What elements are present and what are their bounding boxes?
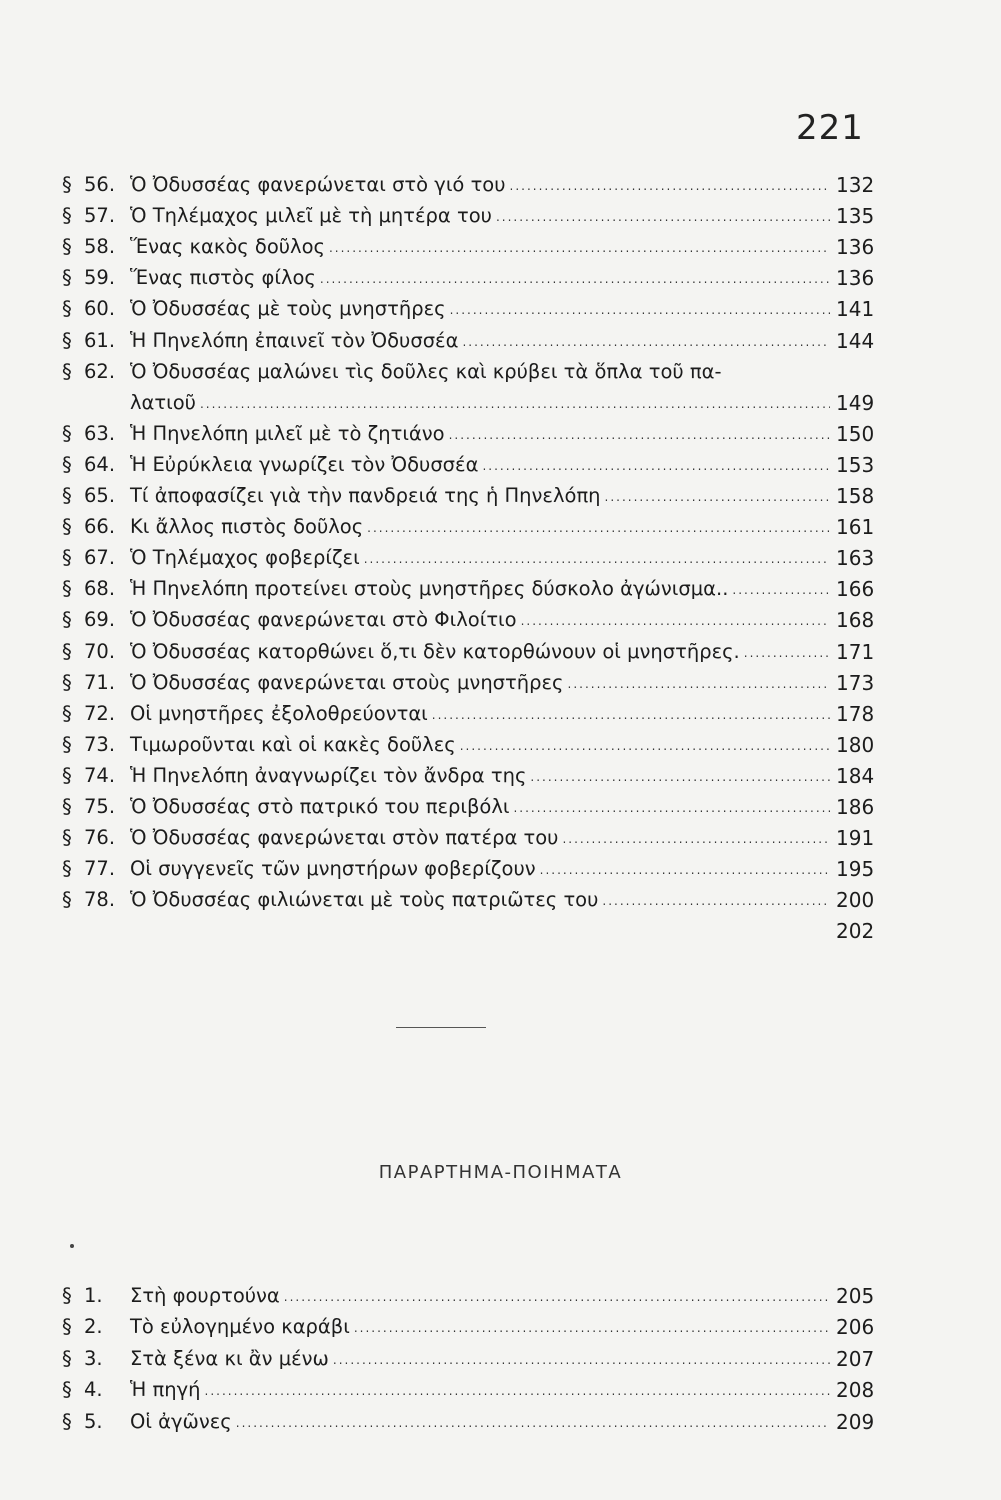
section-sign: § [62, 857, 72, 881]
toc-entry [62, 321, 882, 352]
section-sign: § [62, 670, 72, 694]
entry-number: 60. [84, 297, 116, 321]
entry-title: Στὰ ξένα κι ἂν μένω [130, 1346, 329, 1370]
entry-page: 132 [836, 173, 875, 198]
section-divider [396, 1027, 486, 1028]
entry-title: Οἱ μνηστῆρες ἐξολοθρεύονται [130, 701, 428, 725]
toc-entry [62, 850, 882, 881]
section-sign: § [62, 888, 72, 912]
entry-title: Ὁ Ὀδυσσέας φιλιώνεται μὲ τοὺς πατριῶτες του [130, 888, 599, 912]
entry-page: 136 [836, 266, 875, 291]
entry-title: Ὁ Ὀδυσσέας στὸ πατρικό του περιβόλι [130, 794, 510, 818]
appendix-title: ΠΑΡΑΡΤΗΜΑ-ΠΟΙΗΜΑΤΑ [378, 1162, 623, 1183]
toc-entry [62, 757, 882, 788]
entry-title: Ἕνας κακὸς δοῦλος [130, 235, 325, 259]
toc-entry [62, 726, 882, 757]
toc-entry [62, 228, 882, 259]
entry-number: 78. [84, 888, 116, 912]
entry-page: 135 [836, 204, 875, 229]
entry-number: 57. [84, 204, 116, 228]
entry-page: 149 [836, 390, 875, 415]
section-sign: § [62, 204, 72, 228]
entry-page: 206 [836, 1315, 875, 1339]
toc-entry [62, 788, 882, 819]
entry-page: 184 [836, 763, 875, 788]
dot-leader [562, 833, 830, 845]
entry-number: 69. [84, 608, 116, 632]
toc-entry [62, 881, 882, 912]
dot-leader [364, 553, 830, 565]
entry-number: 58. [84, 235, 116, 259]
entry-number: 73. [84, 732, 116, 756]
toc-entry [62, 664, 882, 695]
entry-number: 64. [84, 452, 116, 476]
entry-title: Ἕνας πιστὸς φίλος [130, 266, 316, 290]
dot-leader [496, 211, 830, 223]
entry-number: 61. [84, 328, 116, 352]
entry-number: 65. [84, 484, 116, 508]
dot-leader [568, 678, 830, 690]
entry-title: Ὁ Ὀδυσσέας μὲ τοὺς μνηστῆρες [130, 297, 446, 321]
section-sign: § [62, 515, 72, 539]
dot-leader [200, 398, 830, 410]
section-sign: § [62, 546, 72, 570]
section-sign: § [62, 452, 72, 476]
entry-title: Ὁ Τηλέμαχος φοβερίζει [130, 546, 360, 570]
toc-entry [62, 695, 882, 726]
section-sign: § [62, 826, 72, 850]
entry-title: Ὁ Ὀδυσσέας φανερώνεται στὸν πατέρα του [130, 826, 559, 850]
entry-title: Ἡ Πηνελόπη ἐπαινεῖ τὸν Ὀδυσσέα [130, 328, 459, 352]
section-sign: § [62, 1315, 72, 1338]
entry-title: Τὸ εὐλογημένο καράβι [130, 1315, 350, 1338]
toc-entry [62, 353, 882, 384]
section-sign: § [62, 359, 72, 383]
toc-entry [62, 290, 882, 321]
entry-number: 62. [84, 359, 116, 383]
entry-page: 208 [836, 1378, 875, 1402]
toc-entry [62, 601, 882, 632]
table-of-contents [62, 166, 882, 943]
toc-entry [62, 477, 882, 508]
entry-title: Ὁ Ὀδυσσέας φανερώνεται στὸ γιό του [130, 173, 506, 197]
entry-number: 67. [84, 546, 116, 570]
entry-page: 144 [836, 328, 875, 353]
toc-entry [62, 197, 882, 228]
dot-leader [605, 491, 830, 503]
toc-entry [62, 259, 882, 290]
section-sign: § [62, 173, 72, 197]
toc-entry [62, 539, 882, 570]
entry-number: 59. [84, 266, 116, 290]
entry-number: 68. [84, 577, 116, 601]
dot-leader [602, 895, 830, 907]
entry-title: Κι ἄλλος πιστὸς δοῦλος [130, 515, 364, 539]
entry-title: Οἱ συγγενεῖς τῶν μνηστήρων φοβερίζουν [130, 857, 536, 881]
entry-title: Ὁ Ὀδυσσέας κατορθώνει ὅ,τι δὲν κατορθώνουν οἱ μνηστῆρες. [130, 639, 740, 663]
entry-page: 158 [836, 484, 875, 509]
section-sign: § [62, 266, 72, 290]
entry-title: Ὁ Ὀδυσσέας φανερώνεται στὸ Φιλοίτιο [130, 608, 517, 632]
entry-number: 3. [84, 1346, 103, 1370]
entry-page: 205 [836, 1283, 875, 1308]
entry-title: Ἡ Πηνελόπη προτείνει στοὺς μνηστῆρες δύσκολο ἀγώνισμα.. [130, 577, 729, 601]
toc-trailing-page-row [62, 912, 882, 943]
entry-number: 76. [84, 826, 116, 850]
toc-entry [62, 1339, 882, 1371]
entry-page: 207 [836, 1346, 875, 1371]
section-sign: § [62, 1409, 72, 1433]
section-sign: § [62, 794, 72, 818]
entry-page: 202 [836, 919, 875, 944]
dot-leader [432, 709, 830, 721]
entry-page: 161 [836, 515, 875, 540]
section-sign: § [62, 639, 72, 663]
entry-title: Ἡ πηγή [130, 1378, 201, 1401]
dot-leader [284, 1291, 830, 1303]
entry-title: Τιμωροῦνται καὶ οἱ κακὲς δοῦλες [130, 732, 456, 756]
entry-page: 191 [836, 826, 875, 851]
dot-leader [354, 1322, 830, 1334]
dot-leader [460, 740, 830, 752]
entry-number: 66. [84, 515, 116, 539]
dot-leader [367, 522, 830, 534]
toc-entry [62, 1276, 882, 1308]
dot-leader [732, 584, 830, 596]
entry-page: 195 [836, 857, 875, 882]
entry-number: 77. [84, 857, 116, 881]
section-sign: § [62, 1346, 72, 1370]
section-sign: § [62, 421, 72, 445]
entry-number: 70. [84, 639, 116, 663]
section-sign: § [62, 484, 72, 508]
entry-number: 4. [84, 1378, 103, 1401]
entry-title: Ἡ Εὐρύκλεια γνωρίζει τὸν Ὀδυσσέα [130, 452, 479, 476]
dot-leader [530, 771, 830, 783]
entry-page: 166 [836, 577, 875, 602]
dot-leader [205, 1385, 831, 1397]
toc-entry [62, 415, 882, 446]
entry-number: 5. [84, 1409, 103, 1433]
toc-entry [62, 1402, 882, 1434]
section-sign: § [62, 732, 72, 756]
toc-entry [62, 632, 882, 663]
entry-page: 209 [836, 1409, 875, 1434]
dot-leader [450, 304, 830, 316]
entry-title: Ὁ Ὀδυσσέας μαλώνει τὶς δοῦλες καὶ κρύβει τὰ ὅπλα τοῦ πα- [130, 359, 722, 383]
dot-leader [329, 242, 830, 254]
entry-page: 163 [836, 546, 875, 571]
section-sign: § [62, 1283, 72, 1307]
dot-leader [236, 1417, 830, 1429]
dot-leader [462, 336, 830, 348]
section-sign: § [62, 608, 72, 632]
entry-number: 72. [84, 701, 116, 725]
dot-leader [482, 460, 830, 472]
dot-leader [744, 647, 830, 659]
entry-number: 1. [84, 1283, 103, 1307]
section-sign: § [62, 328, 72, 352]
entry-page: 141 [836, 297, 875, 322]
toc-entry [62, 384, 882, 415]
entry-page: 153 [836, 452, 875, 477]
dot-leader [449, 429, 830, 441]
section-sign: § [62, 297, 72, 321]
entry-page: 178 [836, 701, 875, 726]
entry-title: Τί ἀποφασίζει γιὰ τὴν πανδρειά της ἡ Πηνελόπη [130, 484, 601, 508]
entry-page: 180 [836, 732, 875, 757]
entry-page: 168 [836, 608, 875, 633]
toc-entry [62, 446, 882, 477]
entry-number: 71. [84, 670, 116, 694]
entry-title: Οἱ ἀγῶνες [130, 1409, 232, 1433]
entry-number: 2. [84, 1315, 103, 1338]
page-number: 221 [796, 108, 864, 148]
entry-title: Ὁ Ὀδυσσέας φανερώνεται στοὺς μνηστῆρες [130, 670, 564, 694]
entry-page: 200 [836, 888, 875, 913]
toc-entry [62, 570, 882, 601]
toc-entry [62, 1371, 882, 1403]
appendix-list [62, 1276, 882, 1434]
section-sign: § [62, 763, 72, 787]
entry-number: 74. [84, 763, 116, 787]
entry-title: Ὁ Τηλέμαχος μιλεῖ μὲ τὴ μητέρα του [130, 204, 492, 228]
entry-title: Ἡ Πηνελόπη ἀναγνωρίζει τὸν ἄνδρα της [130, 763, 527, 787]
toc-entry [62, 166, 882, 197]
entry-title: λατιοῦ [130, 390, 196, 414]
entry-number: 63. [84, 421, 116, 445]
entry-page: 136 [836, 235, 875, 260]
entry-number: 56. [84, 173, 116, 197]
dot-leader [521, 615, 830, 627]
entry-title: Στὴ φουρτούνα [130, 1283, 280, 1307]
section-sign: § [62, 577, 72, 601]
section-sign: § [62, 235, 72, 259]
entry-page: 186 [836, 794, 875, 819]
toc-entry [62, 1308, 882, 1340]
dot-leader [540, 864, 830, 876]
dot-leader [513, 802, 830, 814]
entry-page: 150 [836, 421, 875, 446]
dot-leader [510, 180, 830, 192]
toc-entry [62, 508, 882, 539]
entry-number: 75. [84, 794, 116, 818]
entry-page: 173 [836, 670, 875, 695]
dot-leader [320, 273, 830, 285]
section-sign: § [62, 701, 72, 725]
ink-dot [70, 1244, 74, 1248]
entry-page: 171 [836, 639, 875, 664]
toc-entry [62, 819, 882, 850]
section-sign: § [62, 1378, 72, 1401]
entry-title: Ἡ Πηνελόπη μιλεῖ μὲ τὸ ζητιάνο [130, 421, 445, 445]
dot-leader [333, 1354, 830, 1366]
